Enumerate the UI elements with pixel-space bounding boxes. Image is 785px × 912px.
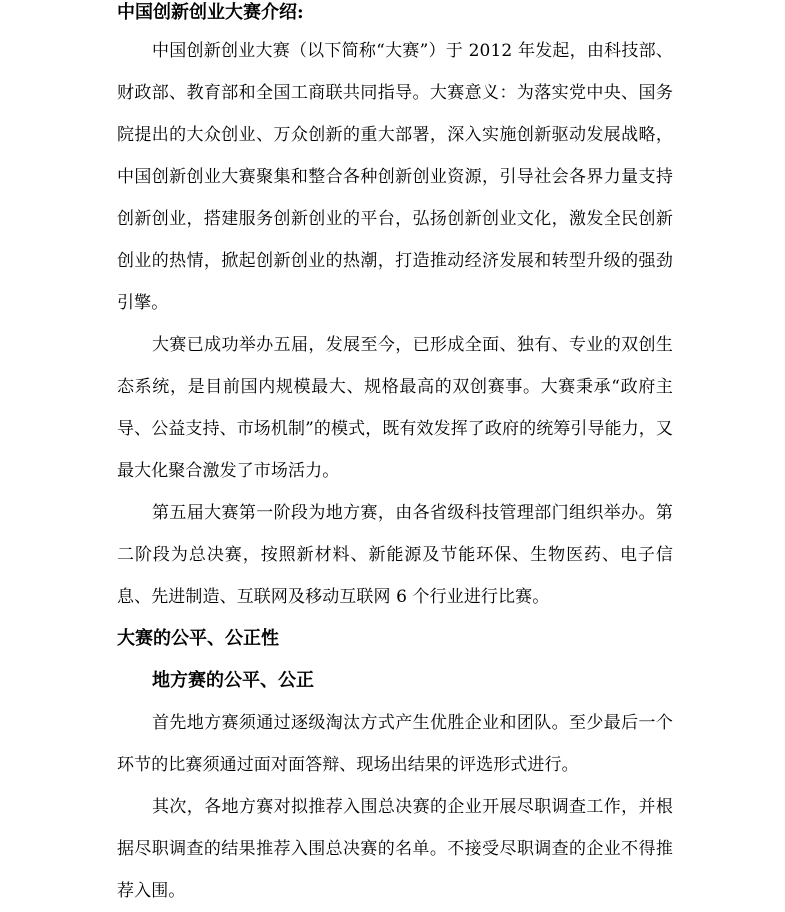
intro-paragraph-1: 中国创新创业大赛（以下简称“大赛”）于 2012 年发起，由科技部、财政部、教育部和全国工商联共同指导。大赛意义：为落实党中央、国务院提出的大众创业、万众创新的重大部署，深入实施创新驱动发展战略，中国创新创业大赛聚集和整合各种创新创业资源，引导社会各界力量支持创新创业，搭建服务创新创业的平台，弘扬创新创业文化，激发全民创新创业的热情，掀起创新创业的热潮，打造推动经济发展和转型升级的强劲引擎。 <box>117 41 673 313</box>
document-title: 中国创新创业大赛介绍: <box>117 2 304 23</box>
intro-paragraph-3: 第五届大赛第一阶段为地方赛，由各省级科技管理部门组织举办。第二阶段为总决赛，按照新材料、新能源及节能环保、生物医药、电子信息、先进制造、互联网及移动互联网 6 个行业进行比赛。 <box>117 503 673 607</box>
fairness-paragraph-1: 首先地方赛须通过逐级淘汰方式产生优胜企业和团队。至少最后一个环节的比赛须通过面对面答辩、现场出结果的评选形式进行。 <box>117 713 673 775</box>
intro-paragraph-2: 大赛已成功举办五届，发展至今，已形成全面、独有、专业的双创生态系统，是目前国内规模最大、规格最高的双创赛事。大赛秉承“政府主导、公益支持、市场机制”的模式，既有效发挥了政府的统筹引导能力，又最大化聚合激发了市场活力。 <box>117 335 673 481</box>
subsection-heading: 地方赛的公平、公正 <box>152 670 314 691</box>
section-heading: 大赛的公平、公正性 <box>117 628 279 649</box>
fairness-paragraph-2: 其次，各地方赛对拟推荐入围总决赛的企业开展尽职调查工作，并根据尽职调查的结果推荐入围总决赛的名单。不接受尽职调查的企业不得推荐入围。 <box>117 797 673 901</box>
document-page <box>117 0 673 912</box>
